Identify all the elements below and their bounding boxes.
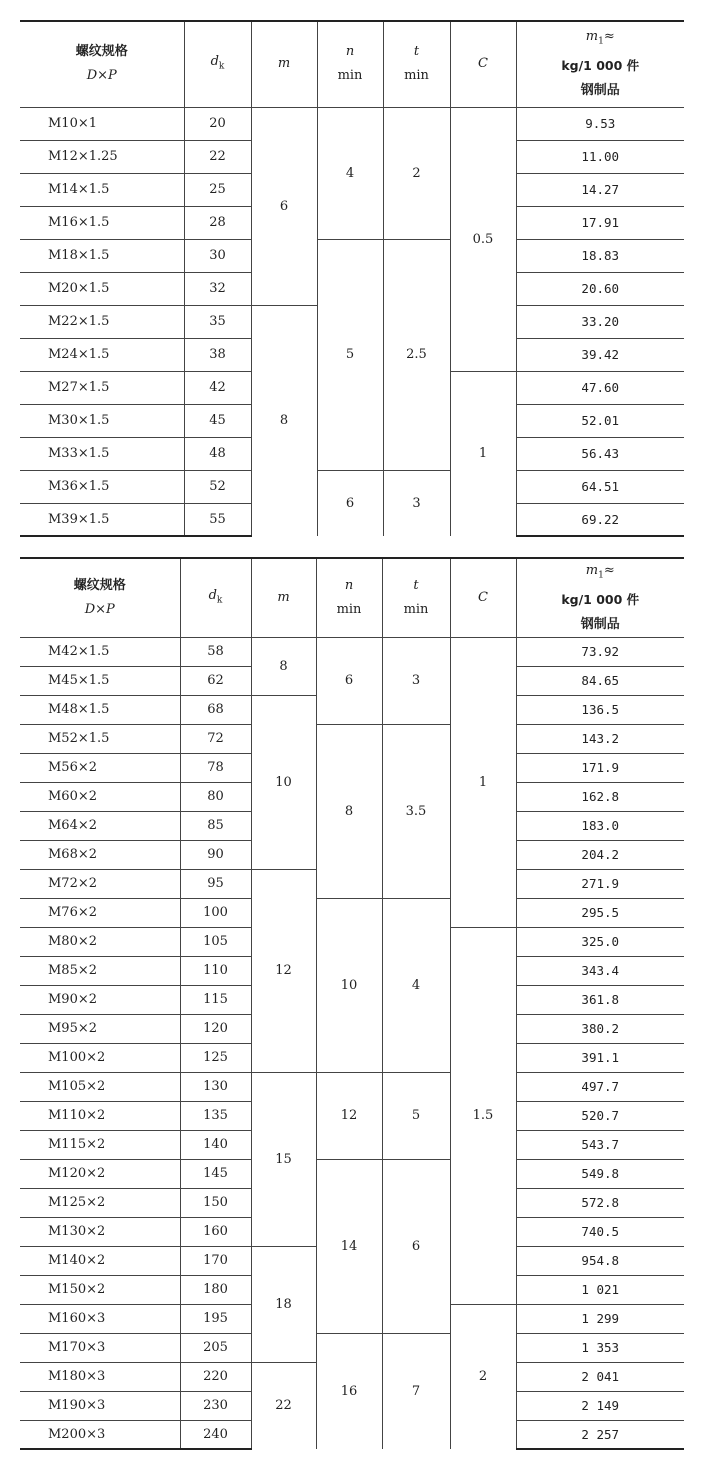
thread-spec: M85×2 — [20, 956, 180, 985]
mass-value: 18.83 — [516, 239, 684, 272]
mass-value: 39.42 — [516, 338, 684, 371]
mass-value: 73.92 — [516, 637, 684, 666]
mass-value: 1 353 — [516, 1333, 684, 1362]
mass-value: 380.2 — [516, 1014, 684, 1043]
thread-spec: M140×2 — [20, 1246, 180, 1275]
thread-spec: M150×2 — [20, 1275, 180, 1304]
mass-value: 20.60 — [516, 272, 684, 305]
t-min-value: 3 — [382, 637, 450, 724]
thread-spec: M76×2 — [20, 898, 180, 927]
dk-value: 240 — [180, 1420, 251, 1449]
header-n: n min — [316, 558, 382, 637]
thread-spec: M72×2 — [20, 869, 180, 898]
dk-value: 170 — [180, 1246, 251, 1275]
c-value: 1 — [450, 371, 516, 536]
thread-spec: M16×1.5 — [20, 206, 184, 239]
dk-value: 95 — [180, 869, 251, 898]
mass-value: 740.5 — [516, 1217, 684, 1246]
mass-value: 47.60 — [516, 371, 684, 404]
mass-value: 136.5 — [516, 695, 684, 724]
thread-spec: M18×1.5 — [20, 239, 184, 272]
table-row — [20, 107, 684, 140]
n-min-value: 8 — [316, 724, 382, 898]
dk-value: 20 — [184, 107, 251, 140]
dk-value: 115 — [180, 985, 251, 1014]
dk-value: 25 — [184, 173, 251, 206]
thread-spec: M170×3 — [20, 1333, 180, 1362]
mass-value: 497.7 — [516, 1072, 684, 1101]
mass-value: 549.8 — [516, 1159, 684, 1188]
nut-dimension-table-2 — [20, 557, 684, 1450]
thread-spec: M200×3 — [20, 1420, 180, 1449]
mass-value: 69.22 — [516, 503, 684, 536]
c-value: 1 — [450, 637, 516, 927]
thread-spec: M12×1.25 — [20, 140, 184, 173]
mass-value: 2 041 — [516, 1362, 684, 1391]
table-row — [20, 1159, 684, 1188]
dk-value: 38 — [184, 338, 251, 371]
thread-spec: M180×3 — [20, 1362, 180, 1391]
t-min-value: 2.5 — [383, 239, 450, 470]
m-value: 6 — [251, 107, 317, 305]
thread-spec: M24×1.5 — [20, 338, 184, 371]
thread-spec: M95×2 — [20, 1014, 180, 1043]
dk-value: 205 — [180, 1333, 251, 1362]
dk-value: 45 — [184, 404, 251, 437]
mass-value: 84.65 — [516, 666, 684, 695]
mass-value: 325.0 — [516, 927, 684, 956]
header-m: m — [251, 558, 316, 637]
t-min-value: 7 — [382, 1333, 450, 1449]
header-t: t min — [382, 558, 450, 637]
table-row — [20, 724, 684, 753]
nut-dimension-table-1 — [20, 20, 684, 537]
mass-value: 33.20 — [516, 305, 684, 338]
dk-value: 85 — [180, 811, 251, 840]
thread-spec: M36×1.5 — [20, 470, 184, 503]
n-min-value: 12 — [316, 1072, 382, 1159]
dk-value: 105 — [180, 927, 251, 956]
dk-value: 22 — [184, 140, 251, 173]
m-value: 15 — [251, 1072, 316, 1246]
thread-spec: M105×2 — [20, 1072, 180, 1101]
mass-value: 343.4 — [516, 956, 684, 985]
thread-spec: M110×2 — [20, 1101, 180, 1130]
m-value: 18 — [251, 1246, 316, 1362]
mass-value: 361.8 — [516, 985, 684, 1014]
thread-spec: M125×2 — [20, 1188, 180, 1217]
thread-spec: M160×3 — [20, 1304, 180, 1333]
n-min-value: 5 — [317, 239, 383, 470]
dk-value: 68 — [180, 695, 251, 724]
thread-spec: M30×1.5 — [20, 404, 184, 437]
thread-spec: M68×2 — [20, 840, 180, 869]
n-min-value: 4 — [317, 107, 383, 239]
header-t: t min — [383, 21, 450, 107]
thread-spec: M190×3 — [20, 1391, 180, 1420]
t-min-value: 6 — [382, 1159, 450, 1333]
mass-value: 271.9 — [516, 869, 684, 898]
dk-value: 220 — [180, 1362, 251, 1391]
thread-spec: M80×2 — [20, 927, 180, 956]
m-value: 10 — [251, 695, 316, 869]
header-dk: $d_k$ — [184, 21, 251, 107]
table-row — [20, 1333, 684, 1362]
t-min-value: 3.5 — [382, 724, 450, 898]
header-c: C — [450, 21, 516, 107]
dk-value: 135 — [180, 1101, 251, 1130]
mass-value: 1 021 — [516, 1275, 684, 1304]
dk-value: 78 — [180, 753, 251, 782]
header-m: m — [251, 21, 317, 107]
mass-value: 143.2 — [516, 724, 684, 753]
dk-value: 180 — [180, 1275, 251, 1304]
dk-value: 110 — [180, 956, 251, 985]
mass-value: 295.5 — [516, 898, 684, 927]
thread-spec: M33×1.5 — [20, 437, 184, 470]
mass-value: 64.51 — [516, 470, 684, 503]
dk-value: 35 — [184, 305, 251, 338]
table-row — [20, 470, 684, 503]
mass-value: 2 257 — [516, 1420, 684, 1449]
thread-spec: M120×2 — [20, 1159, 180, 1188]
m-value: 22 — [251, 1362, 316, 1449]
dk-value: 90 — [180, 840, 251, 869]
dk-value: 145 — [180, 1159, 251, 1188]
dk-value: 28 — [184, 206, 251, 239]
thread-spec: M130×2 — [20, 1217, 180, 1246]
header-c: C — [450, 558, 516, 637]
thread-spec: M48×1.5 — [20, 695, 180, 724]
header-spec: 螺纹规格 D×P — [20, 558, 180, 637]
n-min-value: 14 — [316, 1159, 382, 1333]
t-min-value: 4 — [382, 898, 450, 1072]
table-row — [20, 637, 684, 666]
c-value: 1.5 — [450, 927, 516, 1304]
mass-value: 1 299 — [516, 1304, 684, 1333]
thread-spec: M64×2 — [20, 811, 180, 840]
header-dk: $d_k$ — [180, 558, 251, 637]
dk-value: 52 — [184, 470, 251, 503]
mass-value: 2 149 — [516, 1391, 684, 1420]
dk-value: 32 — [184, 272, 251, 305]
dk-value: 140 — [180, 1130, 251, 1159]
t-min-value: 5 — [382, 1072, 450, 1159]
c-value: 0.5 — [450, 107, 516, 371]
table-row — [20, 1072, 684, 1101]
header-n: n min — [317, 21, 383, 107]
header-row — [20, 558, 684, 637]
dk-value: 100 — [180, 898, 251, 927]
mass-value: 162.8 — [516, 782, 684, 811]
mass-value: 391.1 — [516, 1043, 684, 1072]
m-value: 12 — [251, 869, 316, 1072]
dk-value: 130 — [180, 1072, 251, 1101]
table-row — [20, 898, 684, 927]
header-mass: $m_1\approx$ kg/1 000 件 钢制品 — [516, 21, 684, 107]
mass-value: 543.7 — [516, 1130, 684, 1159]
thread-spec: M52×1.5 — [20, 724, 180, 753]
thread-spec: M14×1.5 — [20, 173, 184, 206]
n-min-value: 16 — [316, 1333, 382, 1449]
mass-value: 52.01 — [516, 404, 684, 437]
dk-value: 55 — [184, 503, 251, 536]
thread-spec: M100×2 — [20, 1043, 180, 1072]
dk-value: 80 — [180, 782, 251, 811]
mass-value: 56.43 — [516, 437, 684, 470]
dk-value: 160 — [180, 1217, 251, 1246]
mass-value: 954.8 — [516, 1246, 684, 1275]
thread-spec: M39×1.5 — [20, 503, 184, 536]
table-row — [20, 239, 684, 272]
dk-value: 150 — [180, 1188, 251, 1217]
dk-value: 42 — [184, 371, 251, 404]
thread-spec: M56×2 — [20, 753, 180, 782]
m-value: 8 — [251, 637, 316, 695]
mass-value: 520.7 — [516, 1101, 684, 1130]
mass-value: 9.53 — [516, 107, 684, 140]
dk-value: 72 — [180, 724, 251, 753]
thread-spec: M45×1.5 — [20, 666, 180, 695]
t-min-value: 2 — [383, 107, 450, 239]
m-value: 8 — [251, 305, 317, 536]
mass-value: 14.27 — [516, 173, 684, 206]
thread-spec: M42×1.5 — [20, 637, 180, 666]
t-min-value: 3 — [383, 470, 450, 536]
header-mass: $m_1\approx$ kg/1 000 件 钢制品 — [516, 558, 684, 637]
mass-value: 17.91 — [516, 206, 684, 239]
thread-spec: M60×2 — [20, 782, 180, 811]
c-value: 2 — [450, 1304, 516, 1449]
dk-value: 58 — [180, 637, 251, 666]
header-spec: 螺纹规格 D×P — [20, 21, 184, 107]
n-min-value: 6 — [316, 637, 382, 724]
thread-spec: M27×1.5 — [20, 371, 184, 404]
mass-value: 572.8 — [516, 1188, 684, 1217]
dk-value: 125 — [180, 1043, 251, 1072]
thread-spec: M115×2 — [20, 1130, 180, 1159]
thread-spec: M20×1.5 — [20, 272, 184, 305]
mass-value: 183.0 — [516, 811, 684, 840]
header-row — [20, 21, 684, 107]
dk-value: 120 — [180, 1014, 251, 1043]
mass-value: 11.00 — [516, 140, 684, 173]
dk-value: 48 — [184, 437, 251, 470]
dk-value: 230 — [180, 1391, 251, 1420]
mass-value: 171.9 — [516, 753, 684, 782]
thread-spec: M90×2 — [20, 985, 180, 1014]
dk-value: 62 — [180, 666, 251, 695]
mass-value: 204.2 — [516, 840, 684, 869]
dk-value: 195 — [180, 1304, 251, 1333]
n-min-value: 10 — [316, 898, 382, 1072]
thread-spec: M22×1.5 — [20, 305, 184, 338]
dk-value: 30 — [184, 239, 251, 272]
n-min-value: 6 — [317, 470, 383, 536]
thread-spec: M10×1 — [20, 107, 184, 140]
